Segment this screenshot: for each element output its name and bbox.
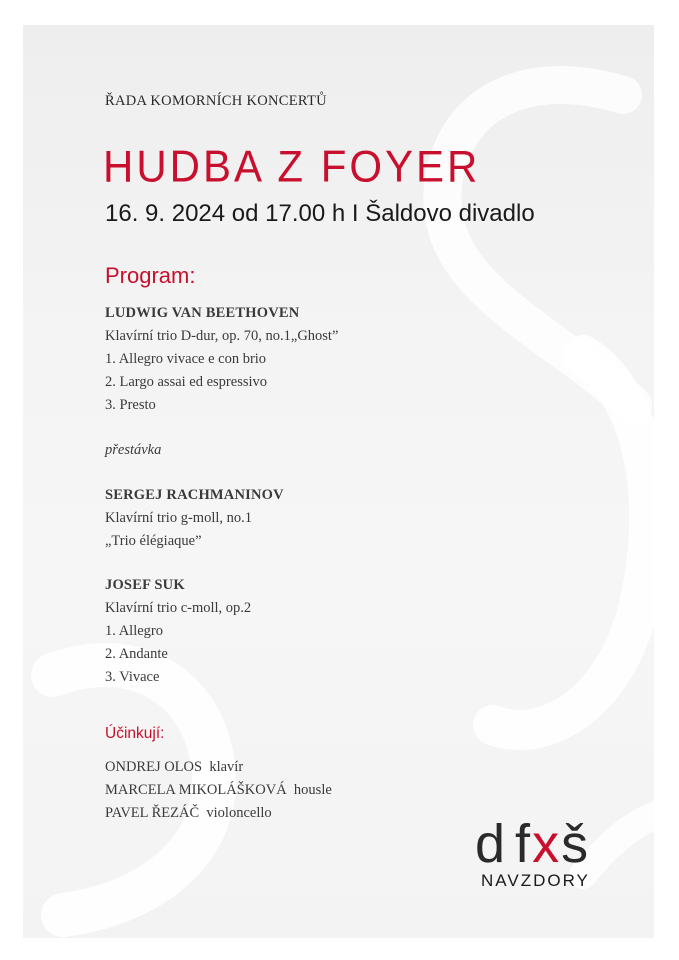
program-heading: Program: (105, 263, 196, 288)
performer (105, 805, 272, 822)
work-subtitle: „Trio élégiaque” (105, 533, 202, 549)
logo-subtitle: NAVZDORY (481, 871, 590, 890)
poster (23, 25, 654, 938)
movement-item: 3. Vivace (105, 669, 160, 685)
performer-instrument: klavír (209, 759, 244, 775)
work-beethoven: Klavírní trio D-dur, op. 70, no.1„Ghost” (105, 328, 339, 344)
composer-suk: JOSEF SUK (105, 577, 185, 593)
logo-letter: f (515, 814, 531, 874)
performers-heading: Účinkují: (105, 725, 165, 742)
performer (105, 759, 243, 776)
composer-rachmaninov: SERGEJ RACHMANINOV (105, 487, 284, 503)
dfxs-logo (475, 814, 589, 874)
performer-name: MARCELA MIKOLÁŠKOVÁ (105, 782, 287, 798)
logo-letter: š (561, 814, 589, 874)
work-rachmaninov: Klavírní trio g-moll, no.1 (105, 510, 252, 526)
intermission: přestávka (105, 442, 162, 458)
movement-item: 2. Andante (105, 646, 168, 662)
performer-name: PAVEL ŘEZÁČ (105, 805, 200, 821)
performer-instrument: housle (293, 782, 332, 798)
date-venue: 16. 9. 2024 od 17.00 h I Šaldovo divadlo (105, 200, 535, 227)
composer-beethoven: LUDWIG VAN BEETHOVEN (105, 305, 300, 321)
performer (105, 782, 332, 799)
work-suk: Klavírní trio c-moll, op.2 (105, 600, 252, 616)
series-title: ŘADA KOMORNÍCH KONCERTŮ (105, 93, 327, 109)
movement-item: 2. Largo assai ed espressivo (105, 374, 268, 390)
logo-letter: x (532, 814, 560, 874)
movement-item: 3. Presto (105, 397, 156, 413)
event-title: HUDBA Z FOYER (103, 141, 481, 192)
movement-item: 1. Allegro (105, 623, 163, 639)
logo-letter: d (475, 814, 506, 874)
performer-instrument: violoncello (206, 805, 272, 821)
movement-item: 1. Allegro vivace e con brio (105, 351, 267, 367)
performer-name: ONDREJ OLOS (105, 759, 203, 775)
